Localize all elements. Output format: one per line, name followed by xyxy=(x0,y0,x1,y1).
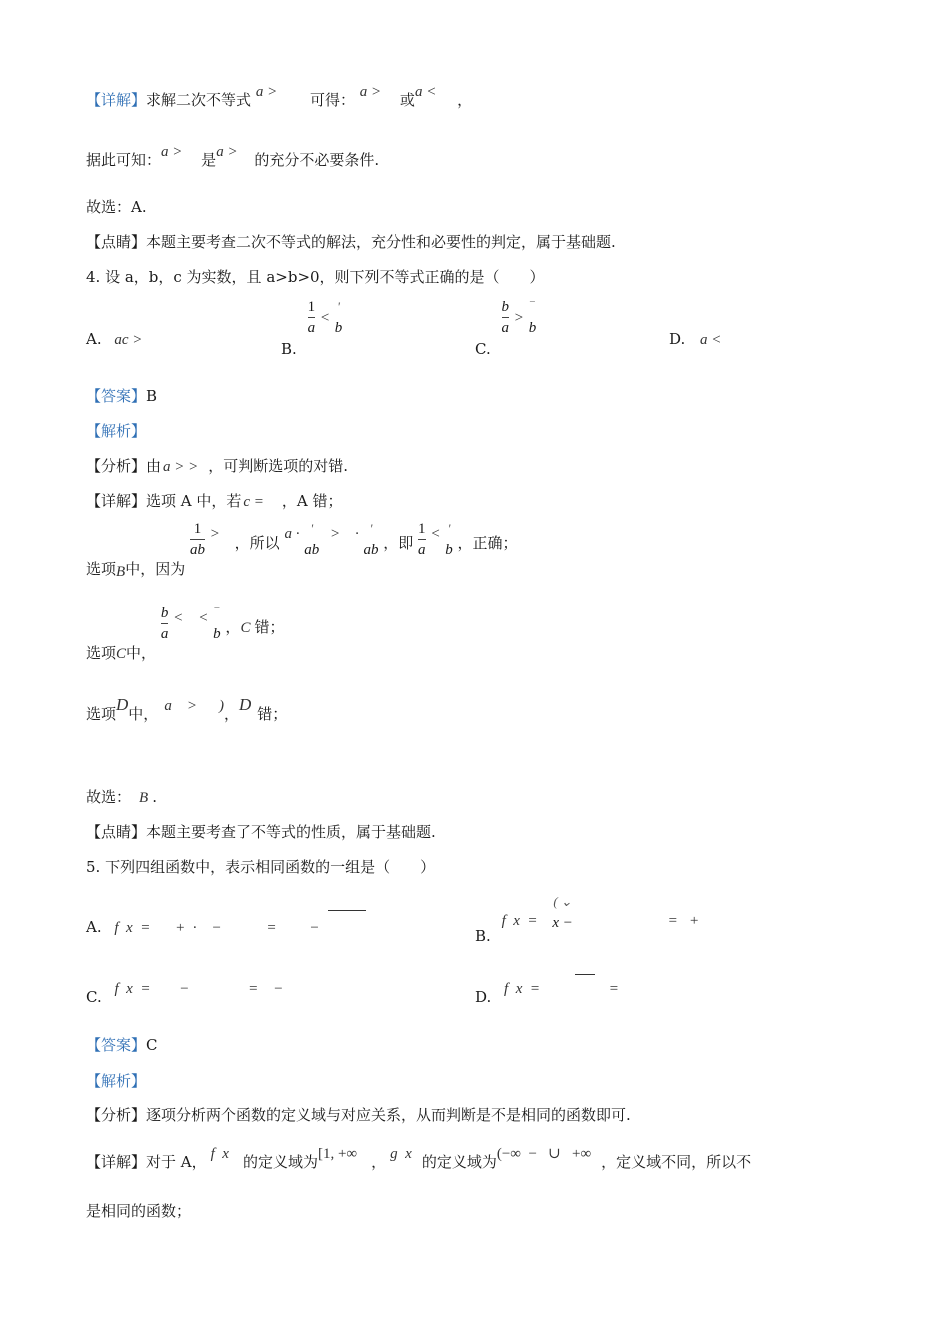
math-expr: − xyxy=(179,981,190,997)
math-expr: ac > xyxy=(114,332,143,348)
q4-option-a[interactable] xyxy=(86,329,142,350)
sqrt-bar xyxy=(575,974,595,975)
fraction xyxy=(418,520,426,559)
fraction-numerator: ( ⌄ xyxy=(553,894,572,909)
q5-option-d[interactable] xyxy=(475,981,619,1008)
fraction-denominator: a xyxy=(307,320,316,336)
math-expr: a > xyxy=(161,144,183,160)
fraction-bar xyxy=(418,539,426,540)
fraction-numerator: ' xyxy=(369,521,373,536)
detail-text: 的定义域为 xyxy=(421,1153,497,1171)
fraction-denominator: b xyxy=(445,542,453,558)
math-expr: = + xyxy=(667,912,700,929)
choose-text: 故选： xyxy=(86,788,132,806)
q4-answer-line xyxy=(86,386,157,406)
fraction xyxy=(552,893,573,932)
fraction-bar xyxy=(190,539,205,540)
detail-tag: 【详解】 xyxy=(86,91,147,109)
analyze-tag: 【分析】 xyxy=(86,457,147,475)
line-text: 选项 xyxy=(86,559,117,578)
math-expr: a < xyxy=(414,84,437,100)
q4-option-c[interactable] xyxy=(475,299,537,358)
q4-option-d[interactable] xyxy=(669,329,721,350)
q5-answer-line xyxy=(86,1035,158,1055)
option-label: B. xyxy=(475,926,491,945)
fraction xyxy=(502,298,510,337)
math-expr: c = xyxy=(243,494,264,510)
fraction-denominator: x − xyxy=(552,915,573,931)
q5-detail-cont: 是相同的函数； xyxy=(86,1202,192,1220)
line-text: 中， xyxy=(126,643,157,662)
fraction-numerator: ‾ xyxy=(530,299,535,314)
point-text: 本题主要考查二次不等式的解法，充分性和必要性的判定，属于基础题. xyxy=(146,233,616,251)
fraction-numerator: b xyxy=(160,605,169,621)
fraction-denominator: ab xyxy=(189,542,205,558)
analyze-text: 逐项分析两个函数的定义域与对应关系，从而判断是不是相同的函数即可. xyxy=(146,1106,631,1124)
q5-analyze-line xyxy=(86,1105,631,1125)
detail-text: 可得： xyxy=(309,91,355,109)
detail-tag: 【详解】 xyxy=(86,1153,147,1171)
known-text: 是 xyxy=(201,151,217,169)
math-var: D xyxy=(238,695,252,714)
choose-dot: . xyxy=(152,788,157,806)
math-interval: (−∞ − ∪ +∞ xyxy=(496,1146,592,1162)
option-label: C. xyxy=(475,339,491,358)
detail-text: 对于 A， xyxy=(146,1153,207,1171)
fraction xyxy=(529,298,537,337)
math-var: B xyxy=(116,563,126,580)
fraction-bar xyxy=(335,317,343,318)
fraction-bar xyxy=(308,317,316,318)
line-text: 中，因为 xyxy=(125,559,186,578)
fraction-denominator: ab xyxy=(304,542,320,558)
point-tag: 【点睛】 xyxy=(86,233,147,251)
q3-point-line xyxy=(86,232,616,252)
math-relation: < xyxy=(319,309,330,326)
math-expr: − xyxy=(309,920,320,936)
math-expr: a > xyxy=(164,698,197,714)
analyze-text: 由 xyxy=(146,457,162,475)
q4-line-d xyxy=(86,695,288,725)
answer-value: C xyxy=(146,1036,158,1054)
line-text: ， xyxy=(223,705,239,723)
fraction-bar xyxy=(161,623,169,624)
math-expr: = xyxy=(608,981,619,997)
math-expr: a > xyxy=(255,84,278,100)
fraction-numerator: ' xyxy=(310,521,314,536)
fraction-numerator: 1 xyxy=(307,299,316,315)
known-text: 的充分不必要条件. xyxy=(254,151,380,169)
fraction-denominator: ab xyxy=(363,542,379,558)
math-expr: · xyxy=(354,525,359,542)
line-text: 错； xyxy=(257,705,288,723)
fraction xyxy=(213,604,221,643)
analyze-tag: 【分析】 xyxy=(86,1106,147,1124)
math-relation: < < xyxy=(173,609,209,626)
fraction-numerator: 1 xyxy=(418,521,426,537)
option-label: D. xyxy=(475,988,492,1006)
math-relation: > xyxy=(330,525,341,542)
point-tag: 【点睛】 xyxy=(86,823,147,841)
math-expr: f x = xyxy=(114,981,151,997)
math-expr: f x xyxy=(210,1146,229,1162)
fraction-numerator: 1 xyxy=(193,521,202,537)
math-expr: f x = xyxy=(501,912,538,929)
math-expr: a · xyxy=(284,525,300,542)
line-text: 选项 xyxy=(86,643,117,662)
line-text: ， xyxy=(225,617,241,636)
math-interval: [1, +∞ xyxy=(317,1146,358,1162)
line-text: ，即 xyxy=(383,533,414,552)
q4-line-b xyxy=(86,521,518,580)
math-expr: a > xyxy=(216,144,238,160)
detail-text: 选项 A 中，若 xyxy=(146,492,242,510)
q5-stem: 5. 下列四组函数中，表示相同函数的一组是（ ） xyxy=(86,858,436,876)
math-var: B xyxy=(139,790,149,806)
math-expr: + · − xyxy=(175,920,222,936)
analyze-text: ，可判断选项的对错. xyxy=(208,457,349,475)
detail-text: ，A 错； xyxy=(281,492,343,510)
fraction xyxy=(190,520,205,559)
answer-value: B xyxy=(146,387,158,405)
q4-stem: 4. 设 a，b，c 为实数，且 a>b>0，则下列不等式正确的是（ ） xyxy=(86,268,545,286)
math-expr: = xyxy=(266,920,277,936)
line-text: 选项 xyxy=(86,705,117,723)
math-expr: = − xyxy=(248,981,284,997)
q5-option-c[interactable] xyxy=(86,981,284,1008)
fraction-bar xyxy=(213,623,221,624)
q4-analyze-line xyxy=(86,456,348,477)
fraction xyxy=(161,604,169,643)
q4-option-b[interactable] xyxy=(281,299,343,358)
line-text: ，所以 xyxy=(234,533,280,552)
fraction-bar xyxy=(529,317,537,318)
answer-tag: 【答案】 xyxy=(86,1036,147,1054)
math-relation: < xyxy=(430,525,441,542)
math-var: C xyxy=(116,645,127,662)
line-text: 错； xyxy=(254,617,285,636)
fraction-numerator: b xyxy=(501,299,509,315)
fraction-numerator: ' xyxy=(447,521,451,536)
math-var: C xyxy=(240,619,251,636)
math-expr: f x = xyxy=(114,920,151,936)
detail-text: ， xyxy=(457,91,473,109)
fraction-denominator: b xyxy=(334,320,343,336)
option-label: B. xyxy=(281,339,297,358)
fraction-denominator: a xyxy=(418,542,426,558)
fraction-denominator: a xyxy=(501,320,509,336)
fraction-bar xyxy=(552,912,573,913)
math-relation: > xyxy=(209,525,220,542)
q3-choose: 故选：A. xyxy=(86,198,147,216)
math-relation: > xyxy=(513,309,524,326)
q4-detail-line xyxy=(86,491,343,512)
q5-analysis-tag: 【解析】 xyxy=(86,1072,147,1090)
q3-known-line xyxy=(86,144,380,171)
point-text: 本题主要考查了不等式的性质，属于基础题. xyxy=(146,823,436,841)
fraction-denominator: a xyxy=(160,626,169,642)
fraction-bar xyxy=(304,539,319,540)
option-label: C. xyxy=(86,988,102,1006)
detail-text: ， xyxy=(371,1153,387,1171)
line-text: ，正确； xyxy=(457,533,518,552)
fraction xyxy=(363,520,378,559)
fraction-bar xyxy=(502,317,510,318)
fraction xyxy=(445,520,453,559)
q4-point-line xyxy=(86,822,436,842)
q4-choose-line xyxy=(86,787,157,808)
math-var: D xyxy=(116,695,129,714)
option-label: A. xyxy=(86,918,102,936)
fraction-bar xyxy=(445,539,453,540)
detail-text: ，定义域不同，所以不 xyxy=(601,1153,752,1171)
fraction xyxy=(335,298,343,337)
known-text: 据此可知： xyxy=(86,151,162,169)
q5-option-a[interactable] xyxy=(86,917,319,938)
fraction-bar xyxy=(363,539,378,540)
q5-detail-line xyxy=(86,1146,752,1173)
math-expr: ) xyxy=(218,698,224,714)
fraction-numerator: ' xyxy=(337,299,340,314)
option-label: A. xyxy=(86,330,102,348)
math-expr: a < xyxy=(700,332,722,348)
option-label: D. xyxy=(669,330,686,348)
fraction xyxy=(308,298,316,337)
math-expr: f x = xyxy=(504,981,540,997)
q4-line-c xyxy=(86,605,285,662)
math-expr: g x xyxy=(390,1146,412,1162)
detail-tag: 【详解】 xyxy=(86,492,147,510)
q3-detail-line xyxy=(86,84,473,111)
detail-text: 或 xyxy=(399,91,415,109)
math-expr: a > > xyxy=(163,459,199,475)
line-text: 中， xyxy=(128,705,159,723)
q4-analysis-tag: 【解析】 xyxy=(86,422,147,440)
fraction-denominator: b xyxy=(213,626,221,642)
fraction-numerator: ‾ xyxy=(214,605,220,620)
sqrt-bar xyxy=(328,910,366,911)
detail-text: 求解二次不等式 xyxy=(146,91,252,109)
q5-option-b[interactable] xyxy=(475,894,700,945)
math-expr: a > xyxy=(359,84,382,100)
fraction-denominator: b xyxy=(528,320,537,336)
answer-tag: 【答案】 xyxy=(86,387,147,405)
detail-text: 的定义域为 xyxy=(242,1153,318,1171)
fraction xyxy=(304,520,319,559)
